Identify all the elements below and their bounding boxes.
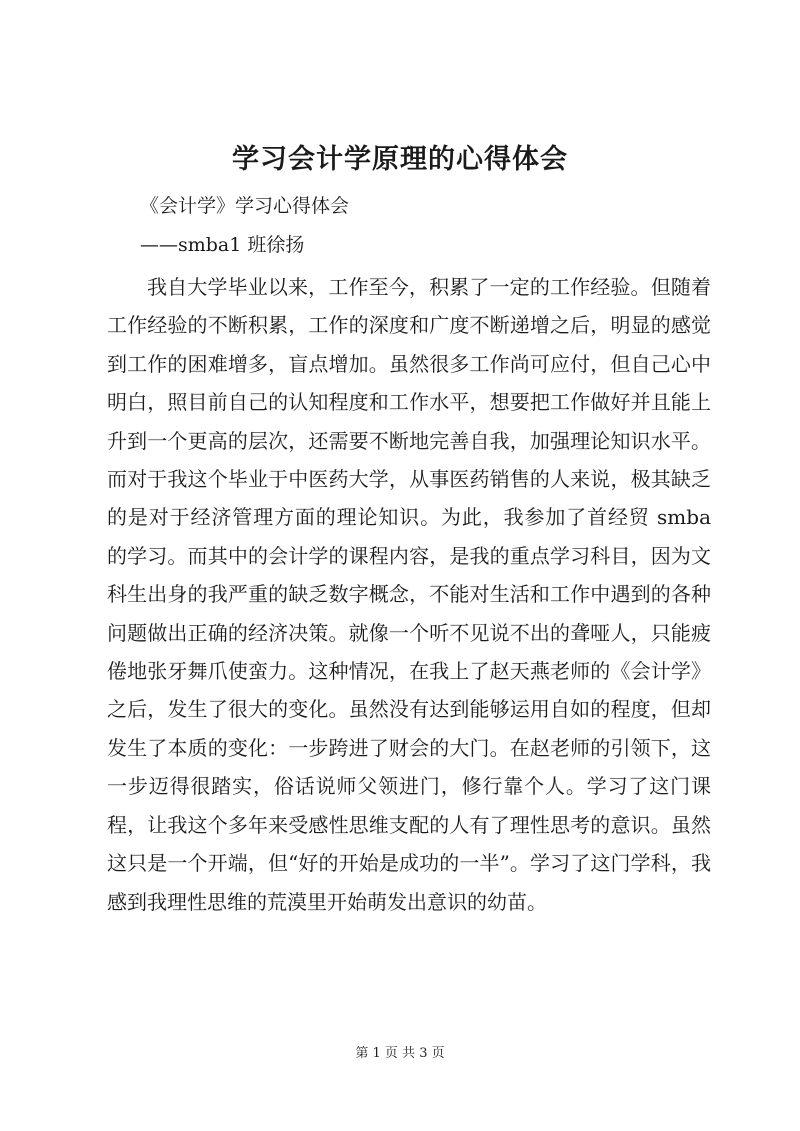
- document-byline: ——smba1 班徐扬: [140, 234, 305, 256]
- page-number-footer: 第 1 页 共 3 页: [355, 1046, 445, 1061]
- document-subtitle: 《会计学》学习心得体会: [140, 195, 350, 217]
- body-paragraph: 我自大学毕业以来，工作至今，积累了一定的工作经验。但随着工作经验的不断积累，工作的深度和广度不断递增之后，明显的感觉到工作的困难增多，盲点增加。虽然很多工作尚可应付，但自己心中明白，照目前自己的认知程度和工作水平，想要把工作做好并且能上升到一个更高的层次，还需要不断地完善自我，加强理论知识水平。而对于我这个毕业于中医药大学，从事医药销售的人来说，极其缺乏的是对于经济管理方面的理论知识。为此，我参加了首经贸 smba 的学习。而其中的会计学的课程内容，是我的重点学习科目，因为文科生出身的我严重的缺乏数字概念，不能对生活和工作中遇到的各种问题做出正确的经济决策。就像一个听不见说不出的聋哑人，只能疲倦地张牙舞爪使蛮力。这种情况，在我上了赵天燕老师的《会计学》之后，发生了很大的变化。虽然没有达到能够运用自如的程度，但却发生了本质的变化：一步跨进了财会的大门。在赵老师的引领下，这一步迈得很踏实，俗话说师父领进门，修行靠个人。学习了这门课程，让我这个多年来受感性思维支配的人有了理性思考的意识。虽然这只是一个开端，但“好的开始是成功的一半”。学习了这门学科，我感到我理性思维的荒漠里开始萌发出意识的幼苗。: [107, 275, 711, 914]
- document-title: 学习会计学原理的心得体会: [232, 144, 568, 175]
